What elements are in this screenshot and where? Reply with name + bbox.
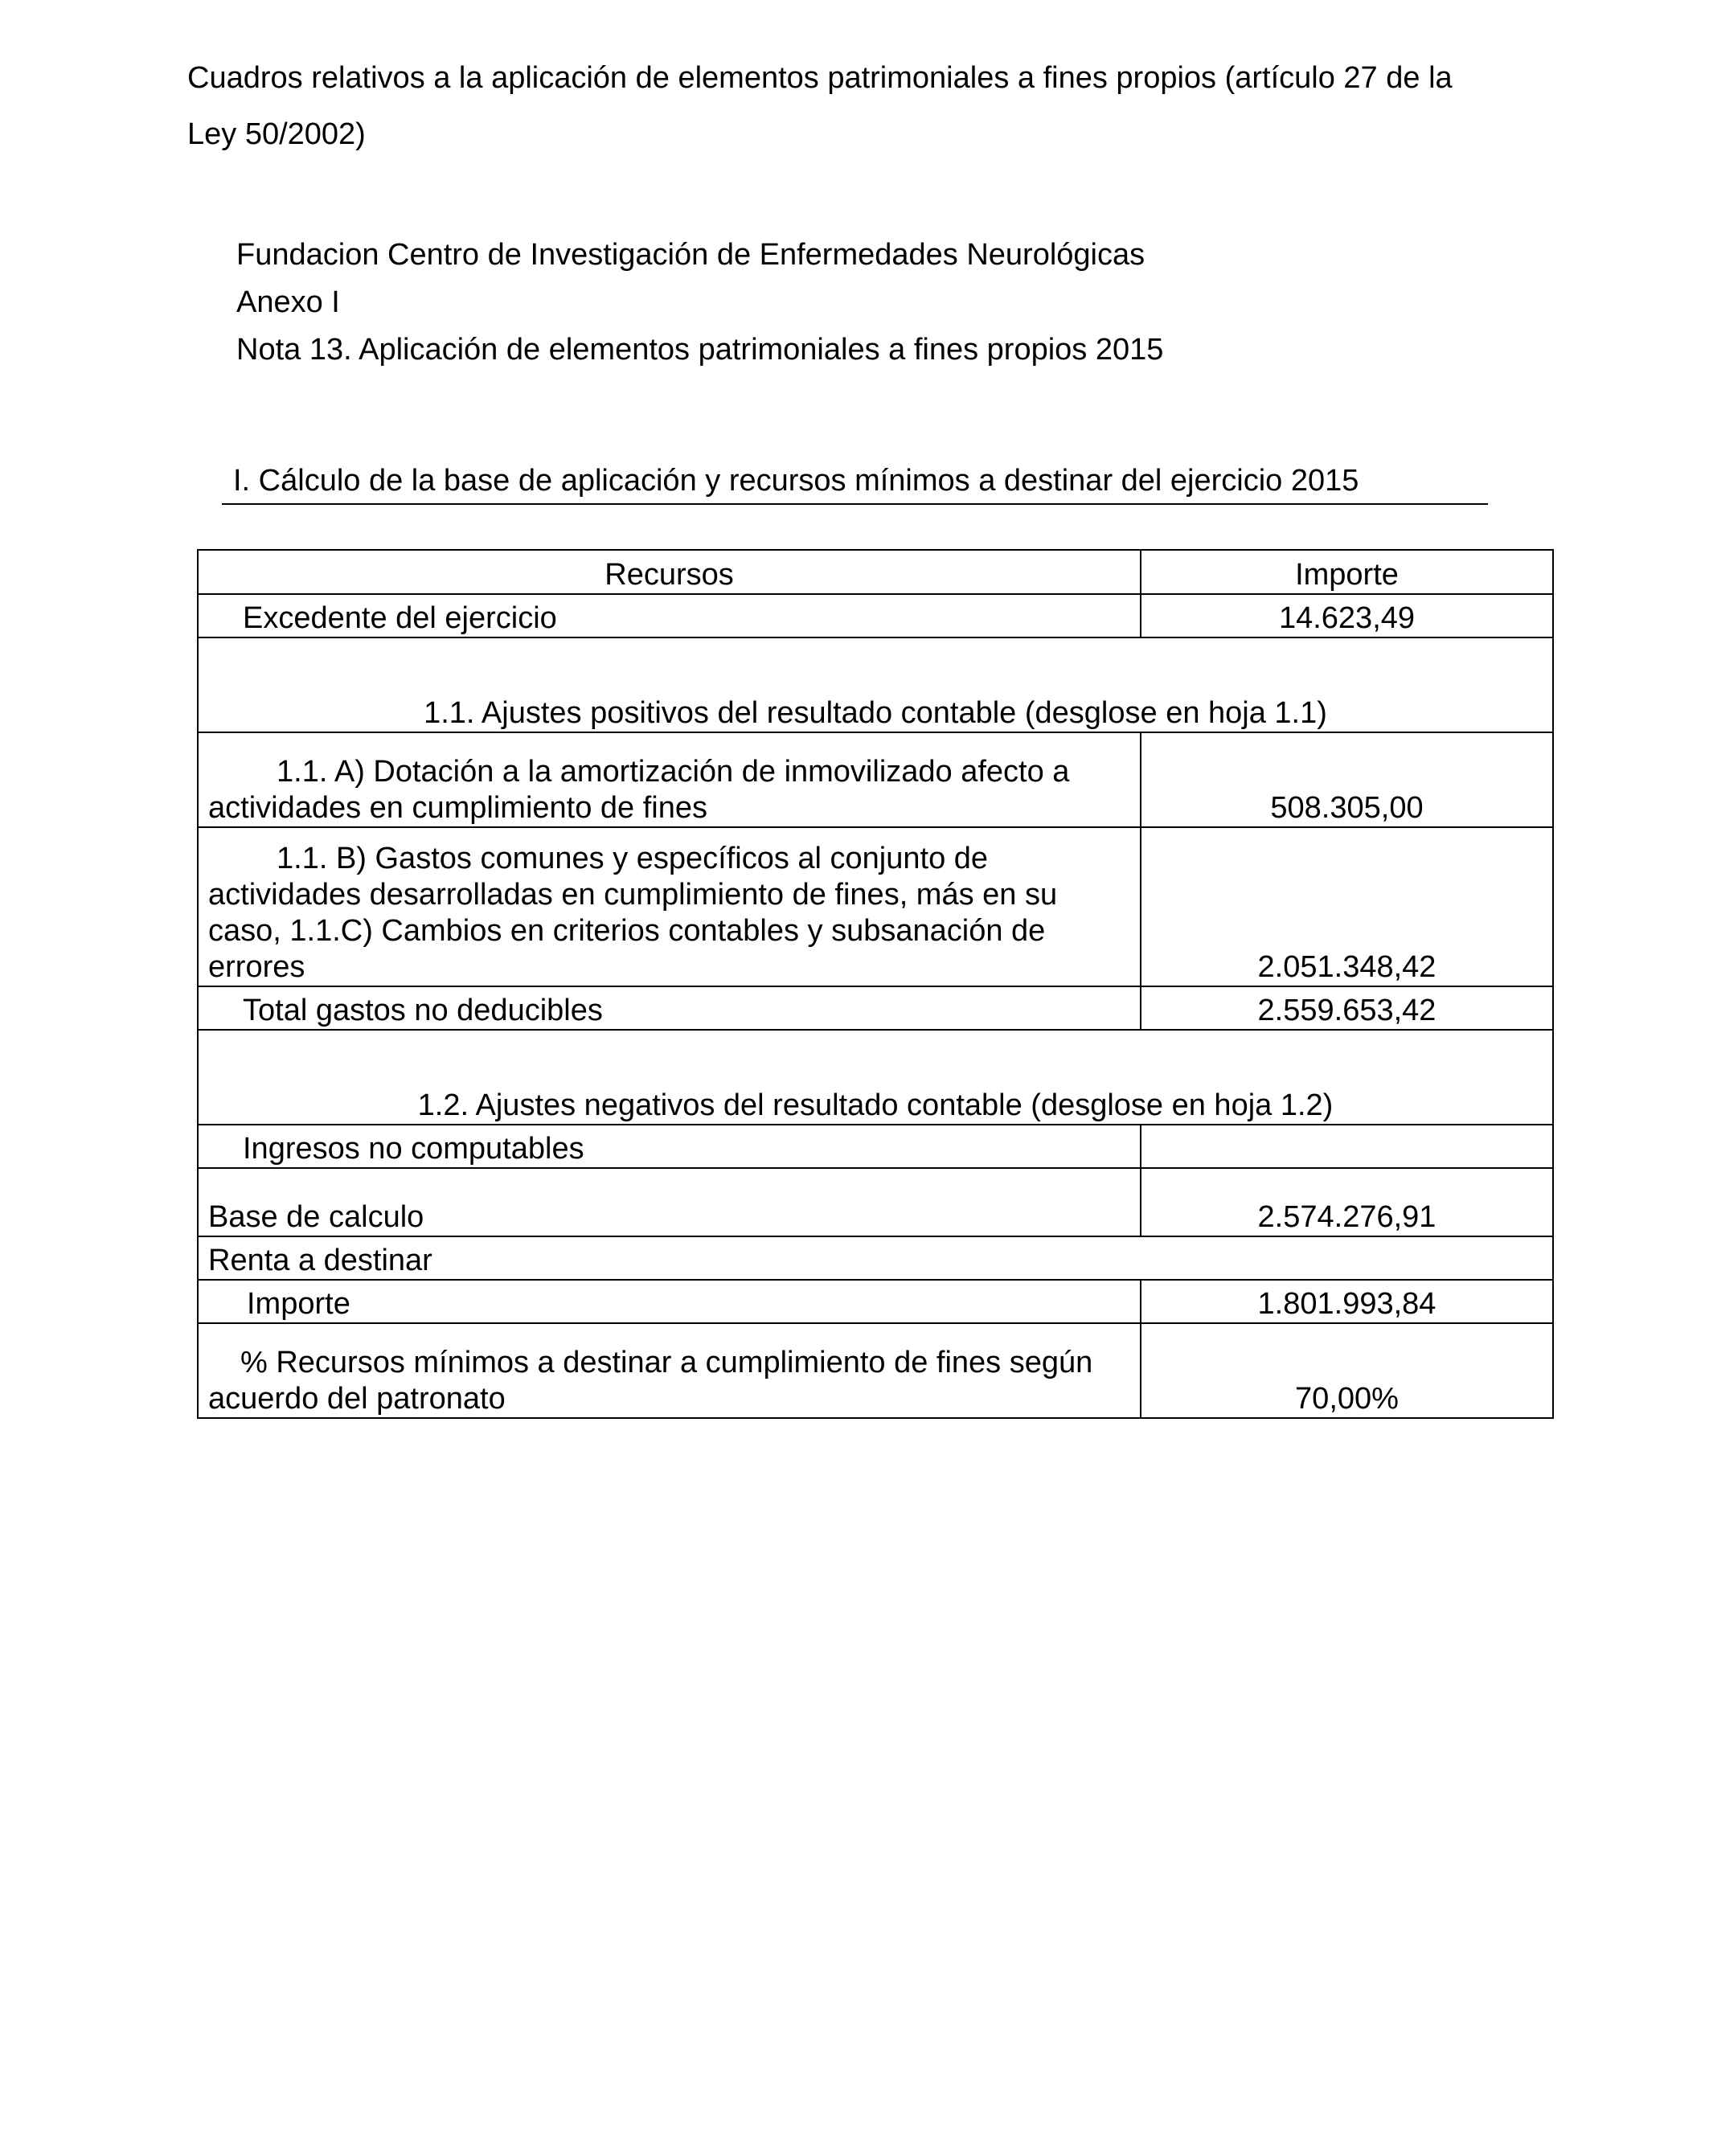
table-row	[198, 1323, 1553, 1418]
base-calculo-amount: 2.574.276,91	[1141, 1168, 1553, 1236]
note-title: Nota 13. Aplicación de elementos patrimoniales a fines propios 2015	[236, 333, 1164, 367]
table-row	[198, 827, 1553, 986]
table-row	[198, 1125, 1553, 1168]
dotacion-amount: 508.305,00	[1141, 732, 1553, 827]
header-importe: Importe	[1141, 550, 1553, 594]
table-row	[198, 1030, 1553, 1125]
recursos-minimos-label: % Recursos mínimos a destinar a cumplimiento de fines según acuerdo del patronato	[198, 1323, 1141, 1418]
annex-label: Anexo I	[236, 285, 340, 319]
importe-amount: 1.801.993,84	[1141, 1280, 1553, 1323]
section-title: I. Cálculo de la base de aplicación y recursos mínimos a destinar del ejercicio 2015	[222, 458, 1488, 505]
ingresos-label: Ingresos no computables	[198, 1125, 1141, 1168]
table-row	[198, 1236, 1553, 1280]
importe-label: Importe	[198, 1280, 1141, 1323]
recursos-minimos-amount: 70,00%	[1141, 1323, 1553, 1418]
gastos-comunes-amount: 2.051.348,42	[1141, 827, 1553, 986]
excedente-amount: 14.623,49	[1141, 594, 1553, 637]
table-header-row	[198, 550, 1553, 594]
document-heading: Cuadros relativos a la aplicación de elementos patrimoniales a fines propios (artículo 27 de la Ley 50/2002)	[187, 61, 1453, 151]
organization-block	[236, 232, 1163, 374]
ingresos-amount	[1141, 1125, 1553, 1168]
base-calculo-label: Base de calculo	[198, 1168, 1141, 1236]
ajustes-negativos-heading: 1.2. Ajustes negativos del resultado contable (desglose en hoja 1.2)	[198, 1030, 1553, 1125]
total-gastos-label: Total gastos no deducibles	[198, 986, 1141, 1030]
excedente-label: Excedente del ejercicio	[198, 594, 1141, 637]
organization-name: Fundacion Centro de Investigación de Enfermedades Neurológicas	[236, 238, 1145, 272]
table-row	[198, 732, 1553, 827]
table-row	[198, 986, 1553, 1030]
renta-label: Renta a destinar	[198, 1236, 1553, 1280]
table-row	[198, 637, 1553, 732]
table-row	[198, 1280, 1553, 1323]
table-row	[198, 594, 1553, 637]
ajustes-positivos-heading: 1.1. Ajustes positivos del resultado contable (desglose en hoja 1.1)	[198, 637, 1553, 732]
dotacion-label: 1.1. A) Dotación a la amortización de inmovilizado afecto a actividades en cumplimiento de fines	[198, 732, 1141, 827]
table-row	[198, 1168, 1553, 1236]
total-gastos-amount: 2.559.653,42	[1141, 986, 1553, 1030]
calculation-table	[197, 549, 1554, 1419]
gastos-comunes-label: 1.1. B) Gastos comunes y específicos al conjunto de actividades desarrolladas en cumplimiento de fines, más en su caso, 1.1.C) Cambios en criterios contables y subsanación de errores	[198, 827, 1141, 986]
header-recursos: Recursos	[198, 550, 1141, 594]
